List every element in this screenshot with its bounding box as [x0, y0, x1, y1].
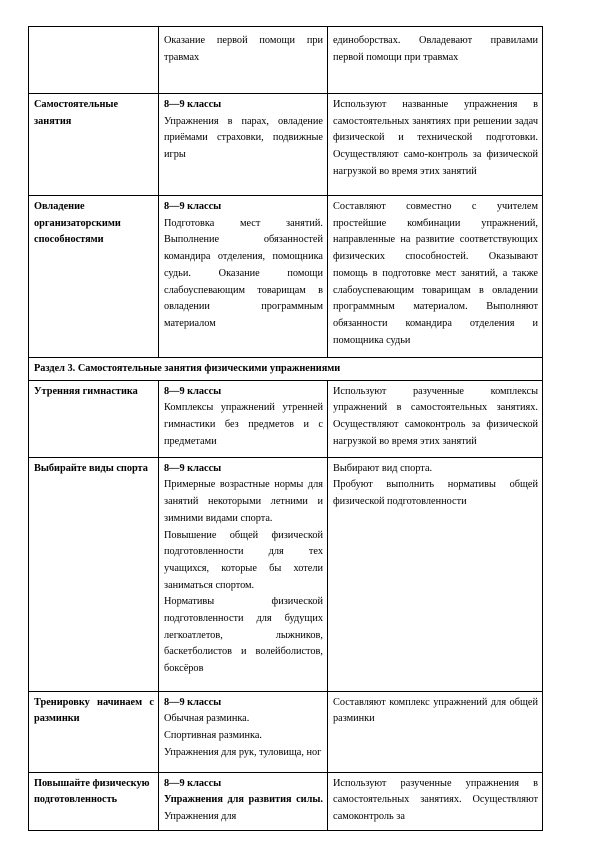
activity-text: Составляют совместно с учителем простейшие комбинации упражнений, направленные на развитие соответствующих физических способностей. Оказывают помощь в подготовке мест занятий, а также слабоуспевающим товарищам в овладении программным материалом. Выполняют обязанности командира отделения и помощника судьи	[333, 201, 538, 346]
topic-title: Самостоятельные занятия	[34, 99, 119, 127]
grade-label: 8—9 классы	[164, 201, 222, 212]
table-row	[29, 380, 543, 457]
topic-cell	[29, 94, 159, 196]
grade-label: 8—9 классы	[164, 696, 222, 708]
content-text: Подготовка мест занятий. Выполнение обязанностей командира отделения, помощника судьи. Оказание помощи слабоуспевающим товарищам в овладении программным материалом	[164, 217, 323, 329]
activity-text: Используют разученные комплексы упражнений в самостоятельных занятиях. Осуществляют самоконтроль за физической нагрузкой во время этих занятий	[333, 385, 538, 447]
table-row	[29, 691, 543, 772]
activity-text: Составляют комплекс упражнений для общей разминки	[333, 696, 538, 725]
content-cell	[159, 94, 328, 196]
activity-cell	[328, 772, 543, 830]
topic-title: Овладение организаторскими способностями	[34, 201, 121, 246]
content-text: Упражнения для рук, туловища, ног	[164, 746, 322, 758]
curriculum-table	[28, 26, 543, 831]
topic-cell	[29, 457, 159, 691]
topic-title: Утренняя гимнастика	[34, 385, 138, 397]
section-row	[29, 358, 543, 381]
table-row	[29, 772, 543, 830]
activity-cell	[328, 380, 543, 457]
table-row	[29, 457, 543, 691]
topic-cell	[29, 27, 159, 94]
content-cell	[159, 27, 328, 94]
table-row	[29, 94, 543, 196]
topic-cell	[29, 196, 159, 358]
content-cell	[159, 380, 328, 457]
activity-cell	[328, 27, 543, 94]
topic-cell	[29, 772, 159, 830]
table-row	[29, 27, 543, 94]
grade-label: 8—9 классы	[164, 385, 222, 397]
content-text: Повышение общей физической подготовленности для тех учащихся, которые бы хотели заниматься спортом.	[164, 529, 323, 591]
topic-title: Повышайте физическую подготовленность	[34, 777, 150, 806]
content-text: Оказание первой помощи при травмах	[164, 35, 323, 63]
activity-text: Выбирают вид спорта.	[333, 462, 433, 474]
content-cell	[159, 196, 328, 358]
content-cell	[159, 457, 328, 691]
topic-title: Тренировку начинаем с разминки	[34, 696, 154, 725]
activity-text: единоборствах. Овладевают правилами первой помощи при травмах	[333, 35, 538, 63]
activity-cell	[328, 457, 543, 691]
topic-cell	[29, 691, 159, 772]
content-cell	[159, 691, 328, 772]
content-text: Нормативы физической подготовленности для будущих легкоатлетов, лыжников, баскетболистов и волейболистов, боксёров	[164, 596, 323, 675]
activity-text: Используют разученные упражнения в самостоятельных занятиях. Осуществляют самоконтроль за	[333, 777, 538, 823]
grade-label: 8—9 классы	[164, 777, 222, 789]
table-row	[29, 196, 543, 358]
topic-title: Выбирайте виды спорта	[34, 462, 148, 474]
content-text	[164, 792, 323, 825]
content-text: Примерные возрастные нормы для занятий некоторыми летними и зимними видами спорта.	[164, 479, 323, 524]
activity-text: Пробуют выполнить нормативы общей физической подготовленности	[333, 479, 538, 508]
topic-cell	[29, 380, 159, 457]
activity-text: Используют названные упражнения в самостоятельных занятиях при решении задач физической и технической подготовки. Осуществляют само-контроль за физической нагрузкой во время этих занятий	[333, 99, 538, 177]
activity-cell	[328, 691, 543, 772]
activity-cell	[328, 196, 543, 358]
content-text: Комплексы упражнений утренней гимнастики без предметов и с предметами	[164, 402, 323, 447]
content-text: Спортивная разминка.	[164, 730, 262, 742]
content-text: Упражнения в парах, овладение приёмами страховки, подвижные игры	[164, 115, 323, 161]
activity-cell	[328, 94, 543, 196]
content-text: Обычная разминка.	[164, 713, 250, 725]
content-cell	[159, 772, 328, 830]
content-bold-text: Упражнения для развития силы.	[164, 794, 323, 806]
content-text-tail: Упражнения для	[164, 811, 237, 823]
section-heading: Раздел 3. Самостоятельные занятия физическими упражнениями	[29, 358, 543, 381]
grade-label: 8—9 классы	[164, 462, 222, 474]
grade-label: 8—9 классы	[164, 99, 222, 110]
